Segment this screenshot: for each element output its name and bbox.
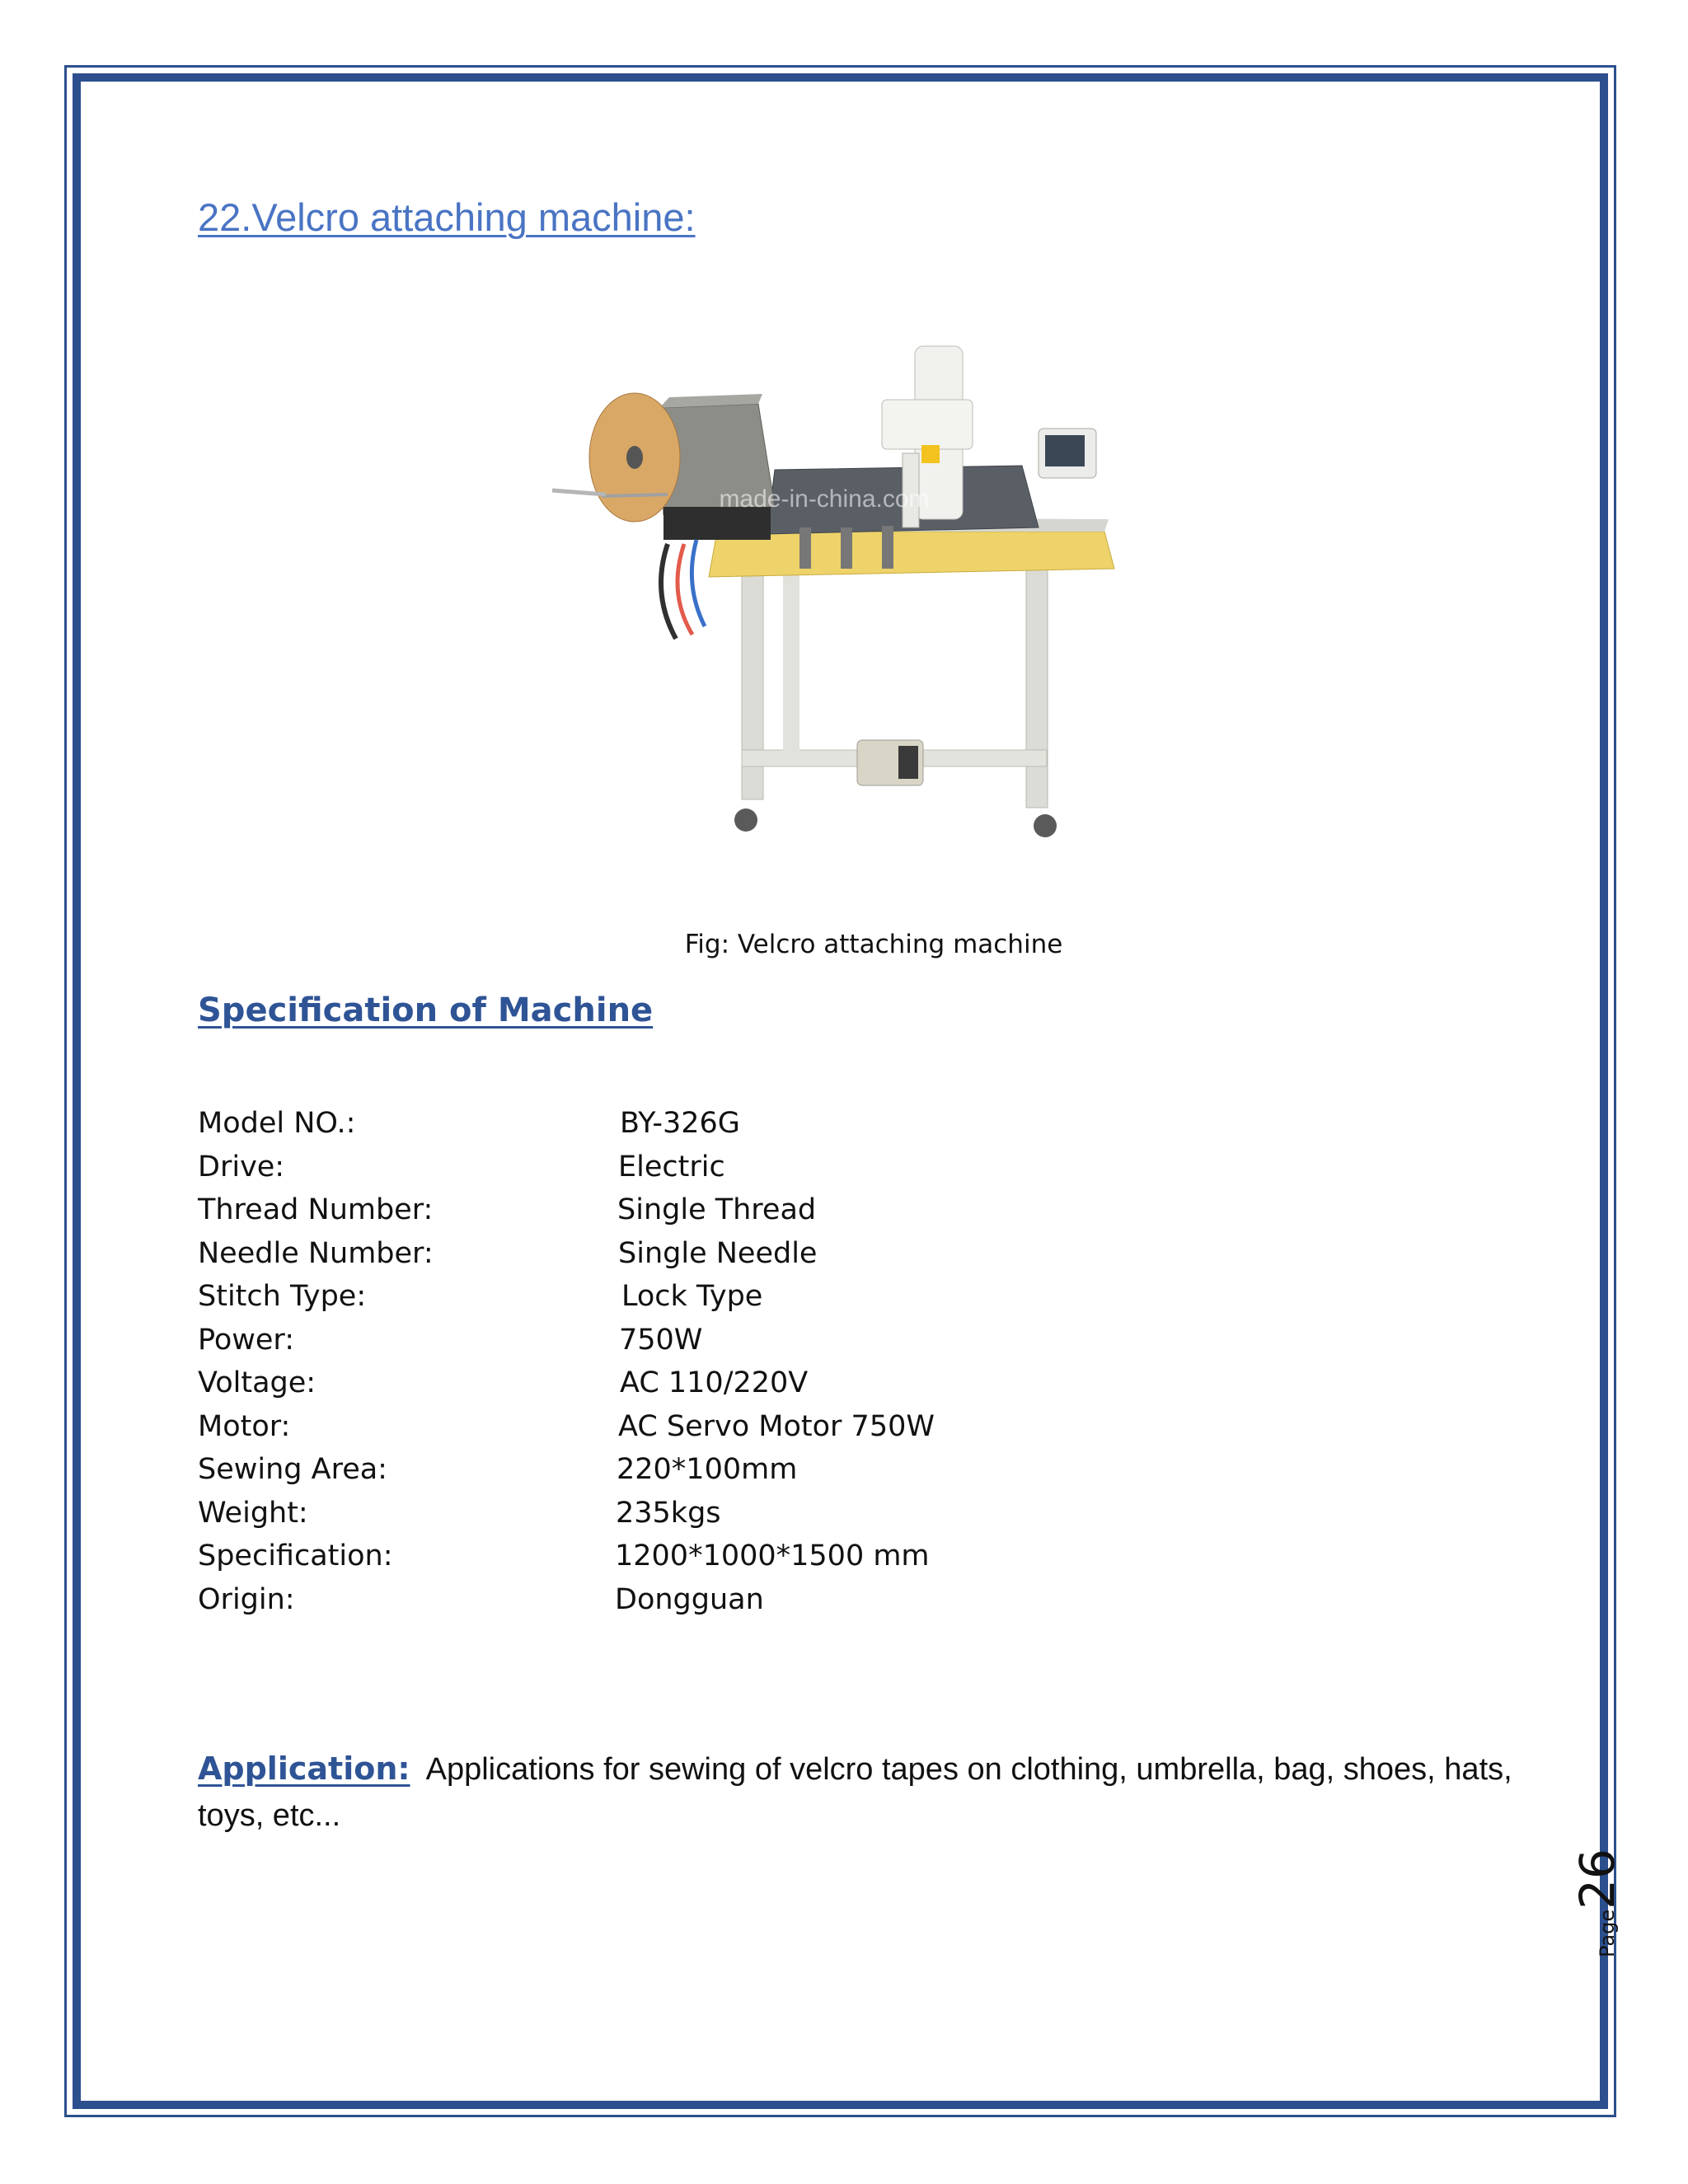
spec-label: Origin: (198, 1582, 295, 1616)
spec-value: Electric (618, 1150, 725, 1183)
spec-label: Thread Number: (198, 1193, 434, 1226)
spec-value: Dongguan (615, 1582, 764, 1616)
spec-label: Model NO.: (198, 1107, 356, 1140)
application-text: Applications for sewing of velcro tapes on clothing, umbrella, bag, shoes, hats, toys, etc... (198, 1752, 1512, 1833)
spec-label: Drive: (198, 1150, 285, 1183)
spec-value: Single Thread (617, 1193, 817, 1226)
page-num: 26 (1569, 1849, 1625, 1910)
spec-label: Motor: (198, 1409, 291, 1443)
spec-label: Power: (198, 1323, 294, 1357)
spec-label: Needle Number: (198, 1236, 434, 1270)
machine-figure (412, 321, 1203, 882)
spec-value: AC Servo Motor 750W (618, 1409, 935, 1443)
page-number (1569, 1849, 1625, 1957)
spec-value: Lock Type (621, 1280, 763, 1313)
spec-value: 235kgs (616, 1496, 721, 1530)
spec-label: Sewing Area: (198, 1453, 387, 1486)
application-paragraph (198, 1746, 1517, 1839)
velcro-machine-illustration (412, 321, 1203, 882)
spec-value: AC 110/220V (620, 1366, 809, 1399)
page-word: Page (1596, 1909, 1619, 1957)
image-watermark: made-in-china.com (719, 485, 930, 513)
spec-value: Single Needle (618, 1236, 818, 1270)
section-title: 22.Velcro attaching machine: (198, 195, 696, 239)
spec-value: 750W (619, 1323, 703, 1357)
spec-label: Specification: (198, 1540, 393, 1572)
spec-value: 1200*1000*1500 mm (615, 1540, 930, 1572)
spec-label: Voltage: (198, 1366, 316, 1399)
application-label: Application: (198, 1750, 410, 1787)
spec-value: 220*100mm (617, 1453, 798, 1486)
spec-label: Weight: (198, 1496, 308, 1530)
spec-heading: Specification of Machine (198, 991, 654, 1029)
spec-label: Stitch Type: (198, 1280, 367, 1313)
figure-caption: Fig: Velcro attaching machine (684, 930, 1063, 959)
spec-value: BY-326G (620, 1107, 740, 1140)
